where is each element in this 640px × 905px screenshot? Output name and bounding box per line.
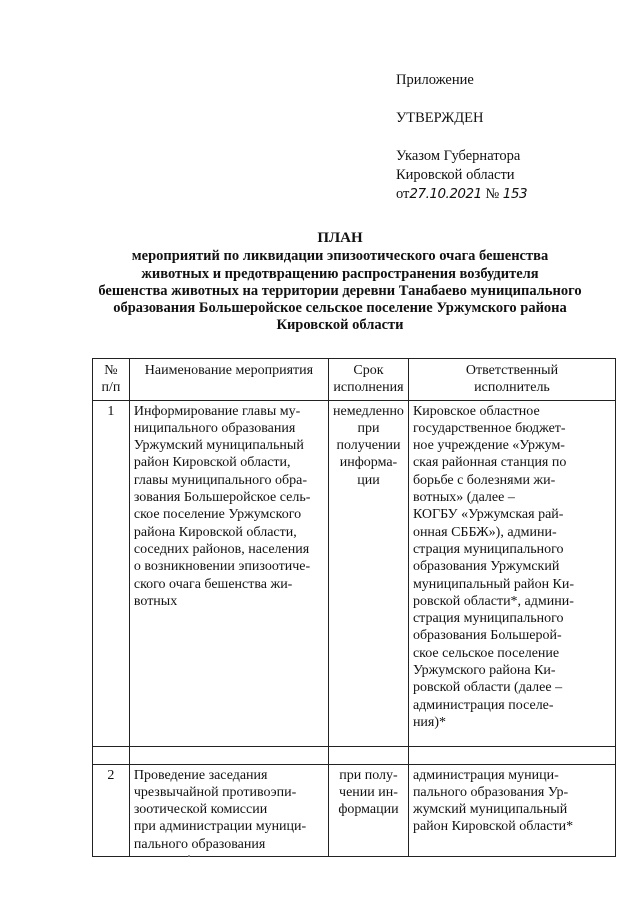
table-row	[93, 400, 616, 746]
cell-line: получении	[336, 438, 401, 454]
cell-line: жумский муниципальный	[412, 802, 568, 818]
cell-line: страция муниципального	[412, 541, 564, 557]
header-text: Наименование мероприятия	[144, 363, 314, 378]
cell-line: ции	[357, 472, 380, 488]
row-number: 1	[93, 400, 130, 746]
row-name	[129, 400, 328, 746]
header-text: №	[104, 363, 118, 378]
cell-line: Проведение заседания	[133, 767, 268, 783]
plan-subtitle-line: мероприятий по ликвидации эпизоотического очага бешенства	[131, 248, 549, 265]
row-term	[329, 400, 409, 746]
cell-line: немедленно	[333, 403, 404, 419]
date-prefix: от	[396, 186, 410, 202]
cell-line: государственное бюджет-	[412, 420, 566, 436]
plan-title-block	[60, 230, 620, 335]
cell-line: формации	[338, 802, 399, 818]
cell-line: информа-	[339, 455, 398, 471]
cell-line: ское поселение Уржумского	[133, 507, 302, 523]
row-responsible	[408, 764, 615, 856]
cell-line: КОГБУ «Уржумская рай-	[412, 507, 564, 523]
approved-label: УТВЕРЖДЕН	[396, 110, 484, 126]
table-row	[93, 764, 616, 856]
spacer-cell	[408, 746, 615, 764]
cell-line: ровской области (далее –	[412, 680, 563, 696]
row-responsible	[408, 400, 615, 746]
decree-line-1: Указом Губернатора	[396, 148, 521, 164]
spacer	[396, 90, 527, 109]
header-text: исполнитель	[474, 380, 550, 396]
decree-line-2: Кировской области	[396, 167, 515, 183]
table-header-row	[93, 359, 616, 401]
cell-line: Кировское областное	[412, 403, 540, 419]
row-name	[129, 764, 328, 856]
cell-line: при администрации муници-	[133, 819, 307, 835]
cell-line: ное учреждение «Уржум-	[412, 438, 565, 454]
cell-line: муниципальный район Ки-	[412, 576, 575, 592]
cell-line: вотных	[133, 593, 178, 609]
appendix-label: Приложение	[396, 72, 474, 88]
cell-line: пального образования Ур-	[412, 784, 569, 800]
cell-line: главы муниципального обра-	[133, 472, 308, 488]
plan-subtitle-line: животных и предотвращению распространения возбудителя	[141, 265, 539, 282]
cell-line: о возникновении эпизоотиче-	[133, 559, 311, 575]
cell-line: ровской области*, админи-	[412, 593, 574, 609]
spacer-cell	[93, 746, 130, 764]
cell-line: район Кировской области*	[412, 819, 574, 835]
handwritten-date: 27.10.2021	[409, 186, 482, 202]
cell-line: ского очага бешенства жи-	[133, 576, 293, 592]
header-responsible	[408, 359, 615, 401]
spacer-cell	[329, 746, 409, 764]
decree-date-number	[396, 185, 527, 204]
plan-subtitle-line: Кировской области	[276, 317, 404, 334]
cell-line: борьбе с болезнями жи-	[412, 472, 556, 488]
cell-line: Информирование главы му-	[133, 403, 301, 419]
cell-line: ниципального образования	[133, 420, 296, 436]
cell-line: образования Большерой-	[412, 628, 562, 644]
row-term	[329, 764, 409, 856]
row-number: 2	[93, 764, 130, 856]
plan-table	[92, 358, 616, 857]
cell-line: район Кировской области,	[133, 455, 291, 471]
header-number	[93, 359, 130, 401]
cell-line: чении ин-	[339, 784, 398, 800]
header-term	[329, 359, 409, 401]
cell-line: чрезвычайной противоэпи-	[133, 784, 297, 800]
number-prefix: №	[485, 186, 500, 202]
cell-line: Уржумский муниципальный	[133, 438, 304, 454]
header-text: п/п	[101, 380, 121, 396]
cell-line: ское сельское поселение	[412, 645, 560, 661]
header-text: исполнения	[333, 380, 404, 396]
cell-line: Уржумского района Ки-	[412, 663, 556, 679]
cell-line: при	[357, 420, 380, 436]
cell-line: соседних районов, населения	[133, 541, 310, 557]
cell-line: зования Большеройское сель-	[133, 490, 311, 506]
handwritten-number: 153	[502, 186, 528, 202]
cell-line: ния)*	[412, 714, 447, 730]
cell-line: ская районная станция по	[412, 455, 567, 471]
cell-line: пального образования	[133, 836, 266, 852]
cell-line: страция муниципального	[412, 611, 564, 627]
spacer-cell	[129, 746, 328, 764]
row-spacer	[93, 746, 616, 764]
header-name	[129, 359, 328, 401]
plan-subtitle-line: бешенства животных на территории деревни Танабаево муниципального	[98, 282, 582, 299]
cell-line: района Кировской области,	[133, 524, 297, 540]
cell-line: зоотической комиссии	[133, 802, 268, 818]
plan-subtitle-line: образования Большеройское сельское поселение Уржумского района	[113, 300, 567, 317]
cell-line: при полу-	[339, 767, 398, 783]
cell-line: администрация муници-	[412, 767, 559, 783]
cell-line: администрация поселе-	[412, 697, 554, 713]
cell-line: онная СББЖ»), админи-	[412, 524, 557, 540]
plan-title: ПЛАН	[317, 230, 363, 246]
header-text: Ответственный	[465, 363, 559, 378]
cell-line: образования Уржумский	[412, 559, 560, 575]
cell-line: вотных» (далее –	[412, 490, 515, 506]
spacer	[396, 128, 527, 147]
scan-speck	[188, 855, 190, 857]
approval-block	[396, 71, 527, 204]
header-text: Срок	[353, 363, 384, 378]
